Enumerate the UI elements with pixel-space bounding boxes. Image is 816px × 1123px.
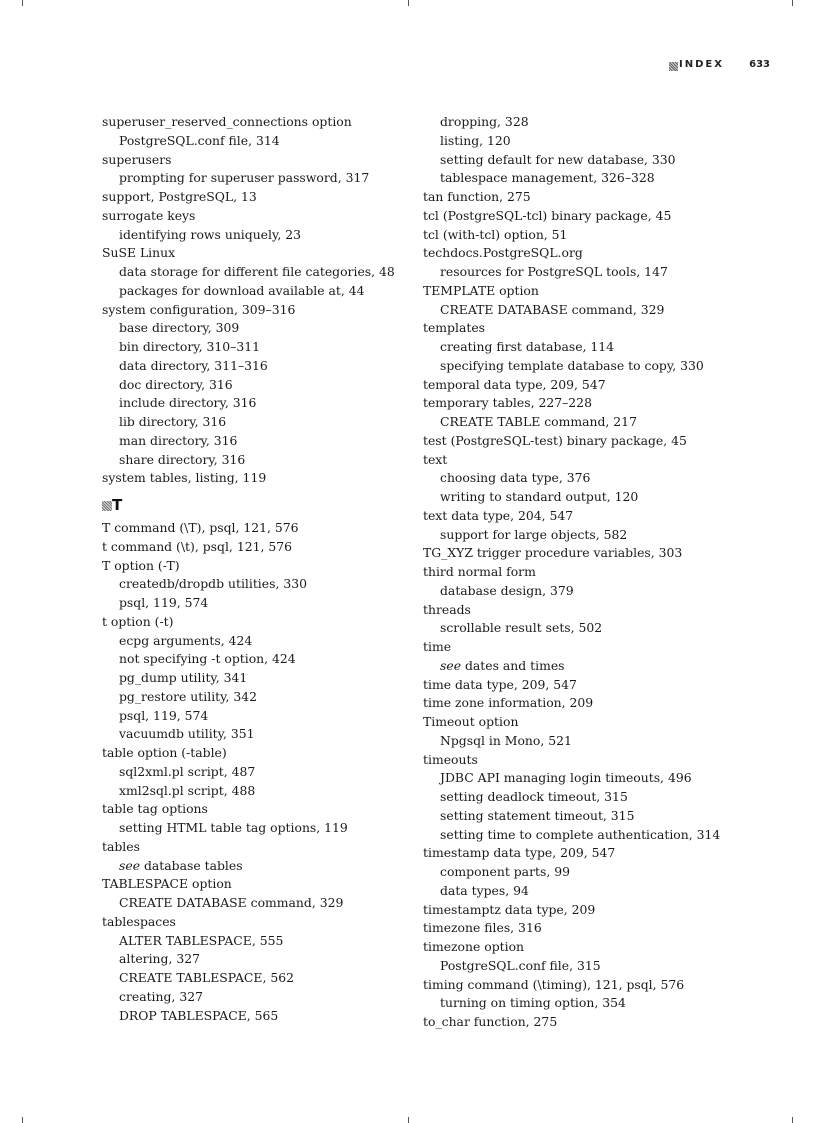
index-entry (423, 713, 743, 732)
entry-text: surrogate keys (102, 207, 196, 223)
entry-text: include directory, 316 (119, 395, 257, 411)
index-subentry (102, 950, 422, 969)
entry-text: not specifying -t option, 424 (119, 651, 296, 667)
entry-text: table tag options (102, 801, 208, 817)
entry-text: table option (-table) (102, 745, 227, 760)
entry-text: support for large objects, 582 (440, 526, 628, 542)
entry-text: ALTER TABLESPACE, 555 (119, 932, 284, 948)
entry-text: base directory, 309 (119, 320, 240, 336)
index-subentry (102, 763, 422, 782)
entry-text: timing command (\timing), 121, psql, 576 (423, 976, 685, 992)
index-subentry (102, 376, 422, 395)
entry-text: lib directory, 316 (119, 414, 227, 429)
index-entry (102, 113, 422, 132)
entry-text: text (423, 451, 448, 467)
entry-text: database design, 379 (440, 582, 574, 598)
entry-text: resources for PostgreSQL tools, 147 (440, 264, 668, 279)
index-entry (102, 151, 422, 170)
index-subentry (423, 957, 743, 976)
index-subentry (102, 169, 422, 188)
index-subentry (423, 413, 743, 432)
entry-text: to_char function, 275 (423, 1014, 558, 1029)
entry-text: altering, 327 (119, 951, 200, 967)
entry-text: setting default for new database, 330 (440, 151, 676, 167)
entry-text: tcl (with-tcl) option, 51 (423, 226, 568, 242)
section-label: INDEX (679, 59, 724, 70)
entry-text: tablespace management, 326–328 (440, 170, 655, 186)
entry-text: bin directory, 310–311 (119, 339, 260, 354)
index-subentry (102, 451, 422, 470)
index-subentry (423, 863, 743, 882)
entry-text: creating first database, 114 (440, 339, 615, 354)
index-subentry (423, 469, 743, 488)
entry-text: templates (423, 320, 486, 336)
section-marker-icon (669, 62, 678, 71)
index-subentry (102, 857, 422, 876)
index-subentry (102, 969, 422, 988)
entry-text: T option (-T) (102, 557, 180, 573)
index-subentry (423, 169, 743, 188)
index-subentry (423, 301, 743, 320)
entry-text: ecpg arguments, 424 (119, 632, 253, 648)
entry-text: prompting for superuser password, 317 (119, 170, 370, 186)
index-entry (102, 875, 422, 894)
letter-marker-icon (102, 501, 112, 511)
entry-text: CREATE TABLESPACE, 562 (119, 970, 294, 985)
index-entry (102, 557, 422, 576)
index-subentry (423, 619, 743, 638)
entry-text: setting statement timeout, 315 (440, 807, 635, 823)
crop-mark (408, 1117, 409, 1123)
index-subentry (423, 769, 743, 788)
entry-text: sql2xml.pl script, 487 (119, 763, 256, 779)
index-subentry (423, 263, 743, 282)
index-entry (423, 507, 743, 526)
letter-heading (102, 497, 422, 515)
index-entry (423, 976, 743, 995)
entry-text: doc directory, 316 (119, 376, 233, 392)
index-entry (423, 451, 743, 470)
index-column-right (423, 113, 743, 1032)
entry-text: Timeout option (423, 714, 519, 729)
index-entry (102, 301, 422, 320)
crop-mark (408, 0, 409, 6)
entry-text: SuSE Linux (102, 245, 176, 261)
entry-text: time (423, 639, 452, 654)
entry-text: PostgreSQL.conf file, 314 (119, 132, 280, 148)
entry-text: listing, 120 (440, 132, 511, 148)
index-entry (423, 376, 743, 395)
entry-text: writing to standard output, 120 (440, 489, 639, 504)
crop-mark (22, 1117, 23, 1123)
entry-text: packages for download available at, 44 (119, 282, 365, 298)
index-subentry (423, 113, 743, 132)
index-entry (423, 844, 743, 863)
index-entry (423, 563, 743, 582)
entry-text: TABLESPACE option (102, 876, 232, 892)
entry-text: system tables, listing, 119 (102, 470, 267, 486)
crop-mark (22, 0, 23, 6)
entry-text: data types, 94 (440, 882, 529, 898)
entry-text: choosing data type, 376 (440, 470, 591, 486)
index-entry (423, 244, 743, 263)
index-column-left (102, 113, 422, 1025)
index-entry (423, 638, 743, 657)
entry-text: identifying rows uniquely, 23 (119, 226, 301, 242)
index-entry (423, 601, 743, 620)
running-header (600, 59, 770, 75)
index-subentry (423, 526, 743, 545)
index-entry (102, 188, 422, 207)
entry-text: creating, 327 (119, 988, 203, 1004)
entry-text: tables (102, 838, 140, 854)
index-subentry (423, 132, 743, 151)
index-subentry (102, 357, 422, 376)
index-subentry (423, 657, 743, 676)
index-entry (102, 613, 422, 632)
entry-text: support, PostgreSQL, 13 (102, 189, 257, 204)
index-subentry (423, 338, 743, 357)
index-subentry (102, 282, 422, 301)
entry-text: dates and times (464, 657, 565, 673)
entry-text: component parts, 99 (440, 864, 570, 879)
entry-text: timeouts (423, 751, 478, 767)
entry-text: turning on timing option, 354 (440, 995, 626, 1011)
entry-text: t command (\t), psql, 121, 576 (102, 538, 292, 554)
entry-text: time data type, 209, 547 (423, 676, 577, 692)
entry-text: dropping, 328 (440, 114, 529, 129)
entry-text: scrollable result sets, 502 (440, 620, 603, 636)
index-subentry (423, 826, 743, 845)
index-entry (423, 676, 743, 695)
index-entry (423, 319, 743, 338)
entry-text: system configuration, 309–316 (102, 301, 296, 317)
index-subentry (423, 488, 743, 507)
entry-text: PostgreSQL.conf file, 315 (440, 957, 601, 973)
entry-text: T command (\T), psql, 121, 576 (102, 520, 299, 535)
index-entry (423, 544, 743, 563)
entry-text: CREATE TABLE command, 217 (440, 414, 637, 429)
index-entry (423, 1013, 743, 1032)
index-entry (423, 188, 743, 207)
crop-mark (792, 1117, 793, 1123)
index-subentry (102, 132, 422, 151)
entry-text: psql, 119, 574 (119, 595, 209, 610)
entry-text: setting deadlock timeout, 315 (440, 789, 628, 804)
entry-text: data directory, 311–316 (119, 357, 268, 373)
index-subentry (102, 707, 422, 726)
entry-text: data storage for different file categories, 48 (119, 264, 395, 279)
index-subentry (423, 807, 743, 826)
entry-text: pg_restore utility, 342 (119, 688, 258, 704)
entry-text: database tables (143, 857, 243, 873)
entry-text: tablespaces (102, 913, 176, 929)
entry-text: temporary tables, 227–228 (423, 395, 592, 411)
index-subentry (102, 725, 422, 744)
entry-text: temporal data type, 209, 547 (423, 376, 606, 392)
index-subentry (102, 782, 422, 801)
index-subentry (102, 263, 422, 282)
entry-text: techdocs.PostgreSQL.org (423, 245, 583, 261)
index-subentry (102, 988, 422, 1007)
index-entry (102, 538, 422, 557)
index-entry (423, 207, 743, 226)
entry-text: timezone option (423, 939, 525, 954)
entry-text: timestamptz data type, 209 (423, 901, 596, 917)
entry-text: timestamp data type, 209, 547 (423, 845, 616, 861)
entry-text: CREATE DATABASE command, 329 (440, 301, 665, 317)
index-subentry (102, 432, 422, 451)
see-reference: see (440, 657, 465, 673)
index-entry (102, 800, 422, 819)
index-subentry (102, 226, 422, 245)
entry-text: createdb/dropdb utilities, 330 (119, 576, 307, 592)
index-entry (102, 469, 422, 488)
entry-text: TEMPLATE option (423, 282, 539, 298)
index-subentry (102, 413, 422, 432)
index-subentry (102, 669, 422, 688)
entry-text: tan function, 275 (423, 189, 531, 204)
index-subentry (102, 338, 422, 357)
entry-text: superusers (102, 151, 172, 167)
index-subentry (102, 688, 422, 707)
index-entry (423, 919, 743, 938)
index-subentry (423, 582, 743, 601)
index-subentry (423, 151, 743, 170)
entry-text: tcl (PostgreSQL-tcl) binary package, 45 (423, 207, 672, 223)
index-entry (102, 244, 422, 263)
entry-text: vacuumdb utility, 351 (119, 726, 255, 742)
index-subentry (102, 650, 422, 669)
entry-text: psql, 119, 574 (119, 707, 209, 723)
index-subentry (423, 357, 743, 376)
index-entry (423, 694, 743, 713)
index-entry (423, 751, 743, 770)
entry-text: third normal form (423, 564, 536, 579)
index-entry (102, 519, 422, 538)
index-subentry (102, 932, 422, 951)
entry-text: text data type, 204, 547 (423, 507, 574, 523)
index-subentry (102, 819, 422, 838)
index-entry (102, 838, 422, 857)
index-subentry (102, 319, 422, 338)
entry-text: timezone files, 316 (423, 920, 542, 936)
entry-text: DROP TABLESPACE, 565 (119, 1007, 279, 1023)
entry-text: setting time to complete authentication, 314 (440, 826, 721, 842)
index-entry (423, 938, 743, 957)
entry-text: Npgsql in Mono, 521 (440, 732, 572, 748)
index-entry (102, 744, 422, 763)
entry-text: superuser_reserved_connections option (102, 114, 352, 129)
index-subentry (423, 882, 743, 901)
index-entry (423, 901, 743, 920)
entry-text: TG_XYZ trigger procedure variables, 303 (423, 545, 683, 561)
entry-text: JDBC API managing login timeouts, 496 (440, 770, 692, 786)
index-subentry (102, 575, 422, 594)
entry-text: share directory, 316 (119, 451, 246, 467)
index-subentry (423, 788, 743, 807)
index-subentry (102, 594, 422, 613)
letter-heading-text: T (112, 496, 123, 514)
index-subentry (102, 394, 422, 413)
entry-text: threads (423, 601, 471, 617)
entry-text: specifying template database to copy, 330 (440, 357, 704, 373)
see-reference: see (119, 857, 144, 873)
index-subentry (423, 732, 743, 751)
index-entry (102, 207, 422, 226)
index-subentry (102, 894, 422, 913)
entry-text: CREATE DATABASE command, 329 (119, 895, 344, 910)
entry-text: test (PostgreSQL-test) binary package, 45 (423, 432, 687, 448)
index-subentry (102, 1007, 422, 1026)
index-entry (102, 913, 422, 932)
index-entry (423, 432, 743, 451)
entry-text: time zone information, 209 (423, 695, 594, 711)
index-entry (423, 282, 743, 301)
entry-text: man directory, 316 (119, 432, 238, 448)
crop-mark (792, 0, 793, 6)
entry-text: xml2sql.pl script, 488 (119, 782, 256, 798)
index-subentry (102, 632, 422, 651)
page-number: 633 (749, 59, 770, 70)
index-subentry (423, 994, 743, 1013)
index-entry (423, 394, 743, 413)
index-entry (423, 226, 743, 245)
entry-text: t option (-t) (102, 613, 174, 629)
entry-text: pg_dump utility, 341 (119, 670, 248, 685)
entry-text: setting HTML table tag options, 119 (119, 820, 348, 835)
